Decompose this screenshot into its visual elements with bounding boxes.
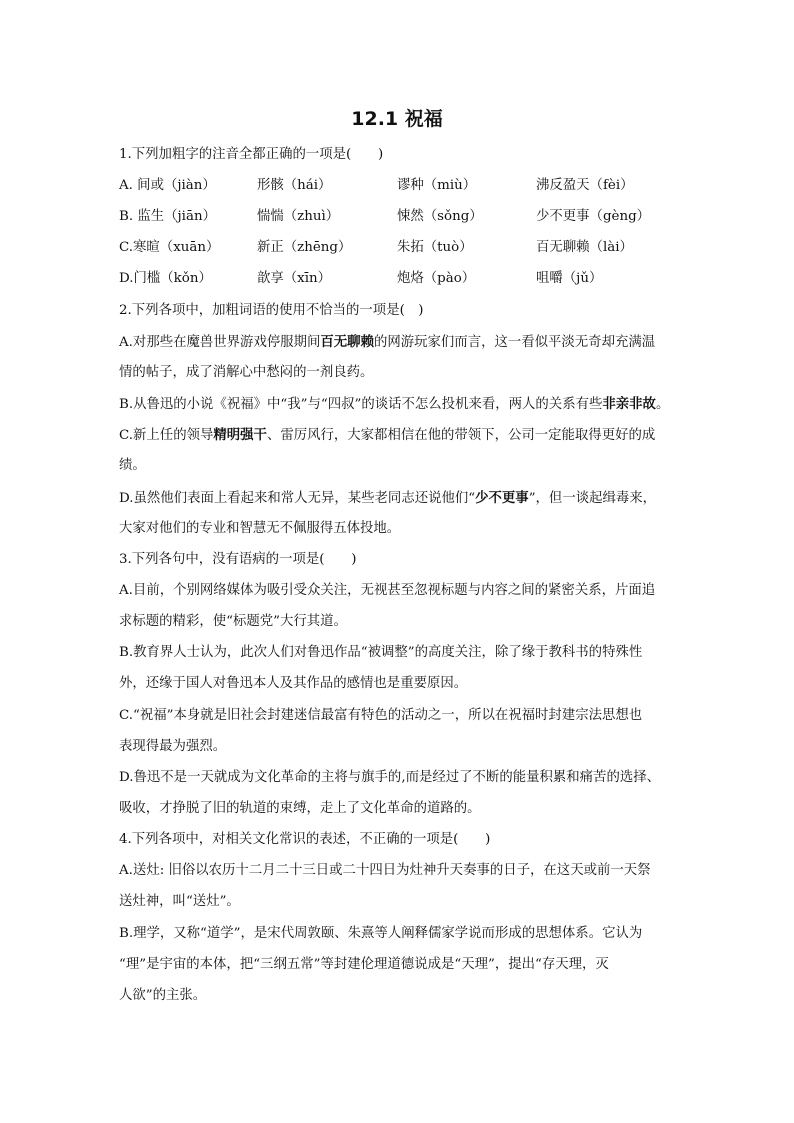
q1-option-b-1: B. 监生（jiān） [119, 209, 216, 224]
q3-option-c-line-2: 表现得最为强烈。 [119, 739, 227, 754]
q4-option-b-line-1: B.理学，又称“道学”，是宋代周敦颐、朱熹等人阐释儒家学说而形成的思想体系。它认为 [119, 926, 643, 941]
q1-option-b-4: 少不更事（gèng） [536, 209, 651, 224]
q1-option-b-3: 悚然（sǒng） [397, 209, 483, 224]
q4-option-b-line-2: “理”是宇宙的本体，把“三纲五常”等封建伦理道德说成是“天理”，提出“存天理，灭 [119, 957, 609, 972]
q2-option-c-line-1: C.新上任的领导精明强干、雷厉风行，大家都相信在他的带领下，公司一定能取得更好的成 [119, 427, 656, 443]
q1-option-d-3: 炮烙（pào） [397, 271, 476, 286]
q2-option-c-line-2: 绩。 [119, 458, 146, 473]
q1-option-d-1: D.门槛（kǒn） [119, 271, 212, 286]
question-4-stem: 4.下列各项中，对相关文化常识的表述，不正确的一项是( ) [119, 832, 491, 847]
q1-option-c-2: 新正（zhēng） [257, 240, 352, 255]
question-3-stem: 3.下列各句中，没有语病的一项是( ) [119, 552, 357, 567]
q2-option-a-line-1: A.对那些在魔兽世界游戏停服期间百无聊赖的网游玩家们而言，这一看似平淡无奇却充满温 [119, 334, 656, 350]
q1-option-d-2: 歆享（xīn） [257, 271, 332, 286]
page-title: 12.1 祝福 [351, 108, 443, 130]
q2-option-a-line-2: 情的帖子，成了消解心中愁闷的一剂良药。 [119, 365, 374, 380]
q4-option-a-line-2: 送灶神，叫“送灶”。 [119, 894, 240, 909]
q3-option-c-line-1: C.“祝福”本身就是旧社会封建迷信最富有特色的活动之一，所以在祝福时封建宗法思想也 [119, 708, 643, 723]
q1-option-c-1: C.寒暄（xuān） [119, 240, 220, 255]
q1-option-d-4: 咀嚼（jǔ） [536, 271, 603, 286]
q3-option-b-line-1: B.教育界人士认为，此次人们对鲁迅作品“被调整”的高度关注，除了缘于教科书的特殊性 [119, 645, 643, 660]
q1-option-b-2: 惴惴（zhuì） [257, 209, 340, 224]
q1-option-a-4: 沸反盈天（fèi） [536, 178, 634, 193]
q2-option-d-line-1: D.虽然他们表面上看起来和常人无异，某些老同志还说他们“少不更事”，但一谈起缉毒来， [119, 490, 657, 506]
q4-option-a-line-1: A.送灶: 旧俗以农历十二月二十三日或二十四日为灶神升天奏事的日子，在这天或前一天祭 [119, 863, 651, 878]
q1-option-c-3: 朱拓（tuò） [397, 240, 473, 255]
q1-option-a-3: 谬种（miù） [397, 178, 477, 193]
q1-option-a-2: 形骸（hái） [257, 178, 332, 193]
q3-option-a-line-1: A.目前，个别网络媒体为吸引受众关注，无视甚至忽视标题与内容之间的紧密关系，片面追 [119, 583, 656, 598]
q3-option-a-line-2: 求标题的精彩，使“标题党”大行其道。 [119, 614, 347, 629]
q2-option-d-line-2: 大家对他们的专业和智慧无不佩服得五体投地。 [119, 521, 401, 536]
question-2-stem: 2.下列各项中，加粗词语的使用不恰当的一项是( ) [119, 303, 424, 318]
q4-option-b-line-3: 人欲”的主张。 [119, 988, 207, 1003]
q1-option-c-4: 百无聊赖（lài） [536, 240, 633, 255]
q1-option-a-1: A. 间或（jiàn） [119, 178, 216, 193]
q3-option-d-line-2: 吸收，才挣脱了旧的轨道的束缚，走上了文化革命的道路的。 [119, 801, 481, 816]
q2-option-b-line-1: B.从鲁迅的小说《祝福》中“我”与“四叔”的谈话不怎么投机来看，两人的关系有些非亲非故。 [119, 396, 670, 412]
q3-option-b-line-2: 外，还缘于国人对鲁迅本人及其作品的感情也是重要原因。 [119, 676, 468, 691]
question-1-stem: 1.下列加粗字的注音全都正确的一项是( ) [119, 147, 384, 162]
q3-option-d-line-1: D.鲁迅不是一天就成为文化革命的主将与旗手的,而是经过了不断的能量积累和痛苦的选择、 [119, 770, 661, 785]
